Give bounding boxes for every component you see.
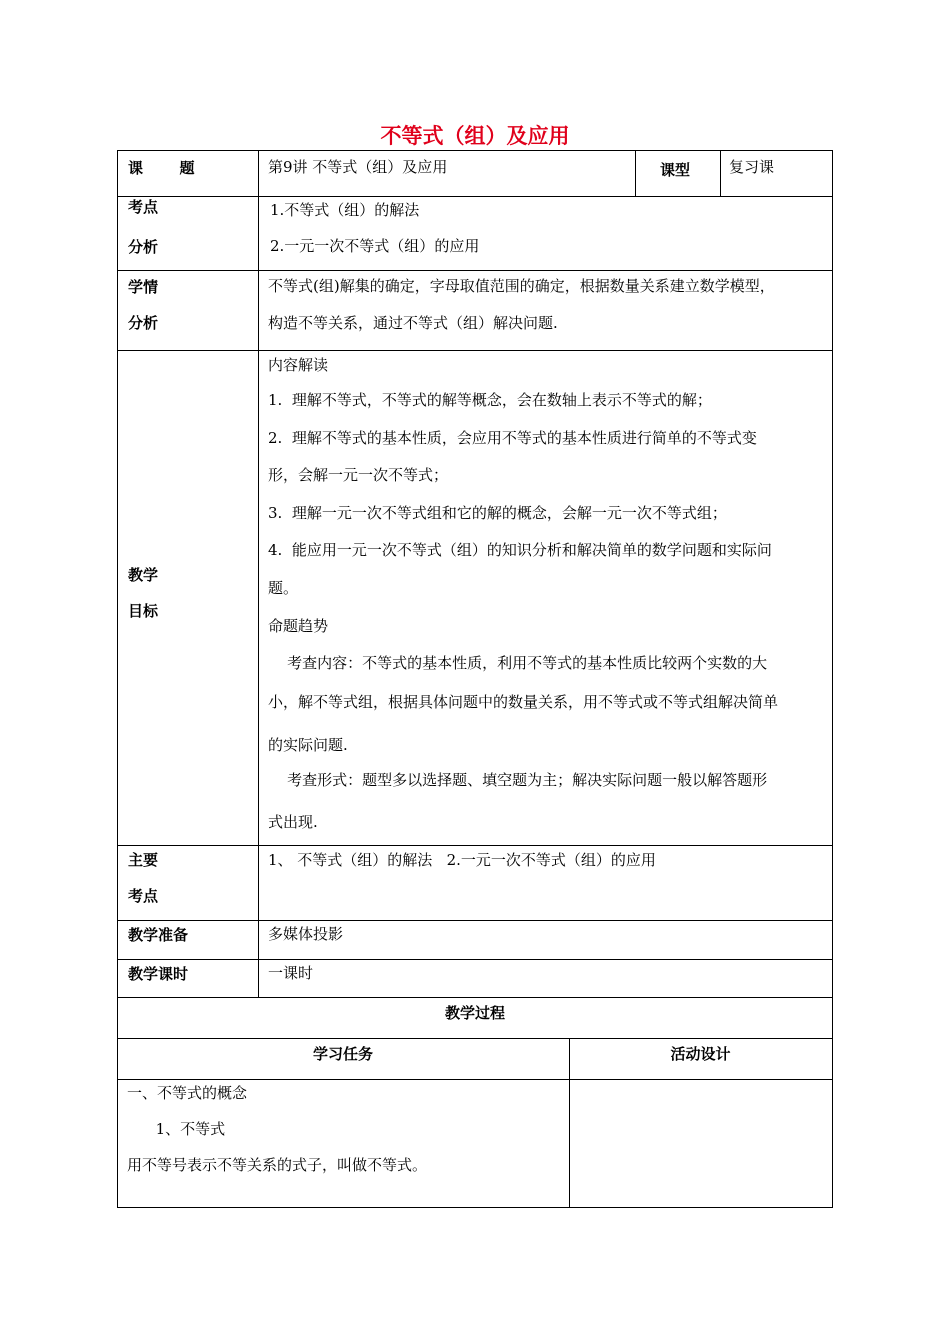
key-points-value: 1、 不等式（组）的解法 2.一元一次不等式（组）的应用 (268, 851, 656, 869)
table-border (720, 150, 721, 197)
preparation-value: 多媒体投影 (268, 925, 344, 943)
preparation-label: 教学准备 (128, 926, 189, 944)
student-analysis-label: 学情 (128, 278, 159, 296)
column-header-design: 活动设计 (670, 1045, 731, 1063)
topic-value: 第9讲 不等式（组）及应用 (268, 158, 448, 176)
goal-line: 3. 理解一元一次不等式组和它的解的概念，会解一元一次不等式组； (268, 504, 727, 522)
exam-points-label: 考点 (128, 198, 159, 216)
goal-line: 1. 理解不等式，不等式的解等概念，会在数轴上表示不等式的解； (268, 391, 712, 409)
table-border (117, 270, 833, 271)
class-hours-value: 一课时 (268, 964, 314, 982)
process-line: 用不等号表示不等关系的式子，叫做不等式。 (127, 1156, 428, 1174)
teaching-goals-label: 教学 (128, 566, 159, 584)
process-line: 一、不等式的概念 (127, 1084, 248, 1102)
key-points-label: 主要 (128, 851, 159, 869)
table-border (258, 150, 259, 998)
goal-line: 命题趋势 (268, 617, 329, 635)
table-border (117, 1038, 833, 1039)
table-border (117, 350, 833, 351)
type-value: 复习课 (729, 158, 775, 176)
type-label: 课型 (660, 161, 691, 179)
table-border (635, 150, 636, 197)
table-border (117, 1207, 833, 1208)
goal-line: 2. 理解不等式的基本性质，会应用不等式的基本性质进行简单的不等式变 (268, 429, 757, 447)
exam-point-item: 2.一元一次不等式（组）的应用 (270, 237, 480, 255)
document-title: 不等式（组）及应用 (380, 124, 570, 148)
goal-line: 小，解不等式组，根据具体问题中的数量关系，用不等式或不等式组解决简单 (268, 693, 779, 711)
table-border (117, 845, 833, 846)
table-border (117, 920, 833, 921)
column-header-task: 学习任务 (312, 1045, 373, 1063)
exam-point-item: 1.不等式（组）的解法 (270, 201, 420, 219)
student-analysis-label: 分析 (128, 314, 159, 332)
process-title: 教学过程 (444, 1004, 505, 1022)
goal-line: 4. 能应用一元一次不等式（组）的知识分析和解决简单的数学问题和实际问 (268, 541, 772, 559)
table-border (117, 196, 833, 197)
student-analysis-text: 不等式(组)解集的确定，字母取值范围的确定，根据数量关系建立数学模型， (268, 277, 775, 295)
table-border (832, 150, 833, 1208)
goal-line: 题。 (268, 579, 299, 597)
goal-line: 式出现. (268, 813, 318, 831)
student-analysis-text: 构造不等关系，通过不等式（组）解决问题. (268, 314, 558, 332)
topic-label: 课 题 (128, 159, 195, 177)
goal-line: 内容解读 (268, 356, 329, 374)
goal-line: 考查内容：不等式的基本性质，利用不等式的基本性质比较两个实数的大 (268, 654, 768, 672)
table-border (117, 997, 833, 998)
table-border (117, 959, 833, 960)
goal-line: 考查形式：题型多以选择题、填空题为主；解决实际问题一般以解答题形 (268, 771, 768, 789)
table-border (117, 1079, 833, 1080)
exam-points-label: 分析 (128, 238, 159, 256)
goal-line: 的实际问题. (268, 736, 348, 754)
table-border (117, 150, 833, 151)
teaching-goals-label: 目标 (128, 602, 159, 620)
goal-line: 形，会解一元一次不等式； (268, 466, 449, 484)
process-line: 1、不等式 (127, 1120, 226, 1138)
key-points-label: 考点 (128, 887, 159, 905)
class-hours-label: 教学课时 (128, 965, 189, 983)
